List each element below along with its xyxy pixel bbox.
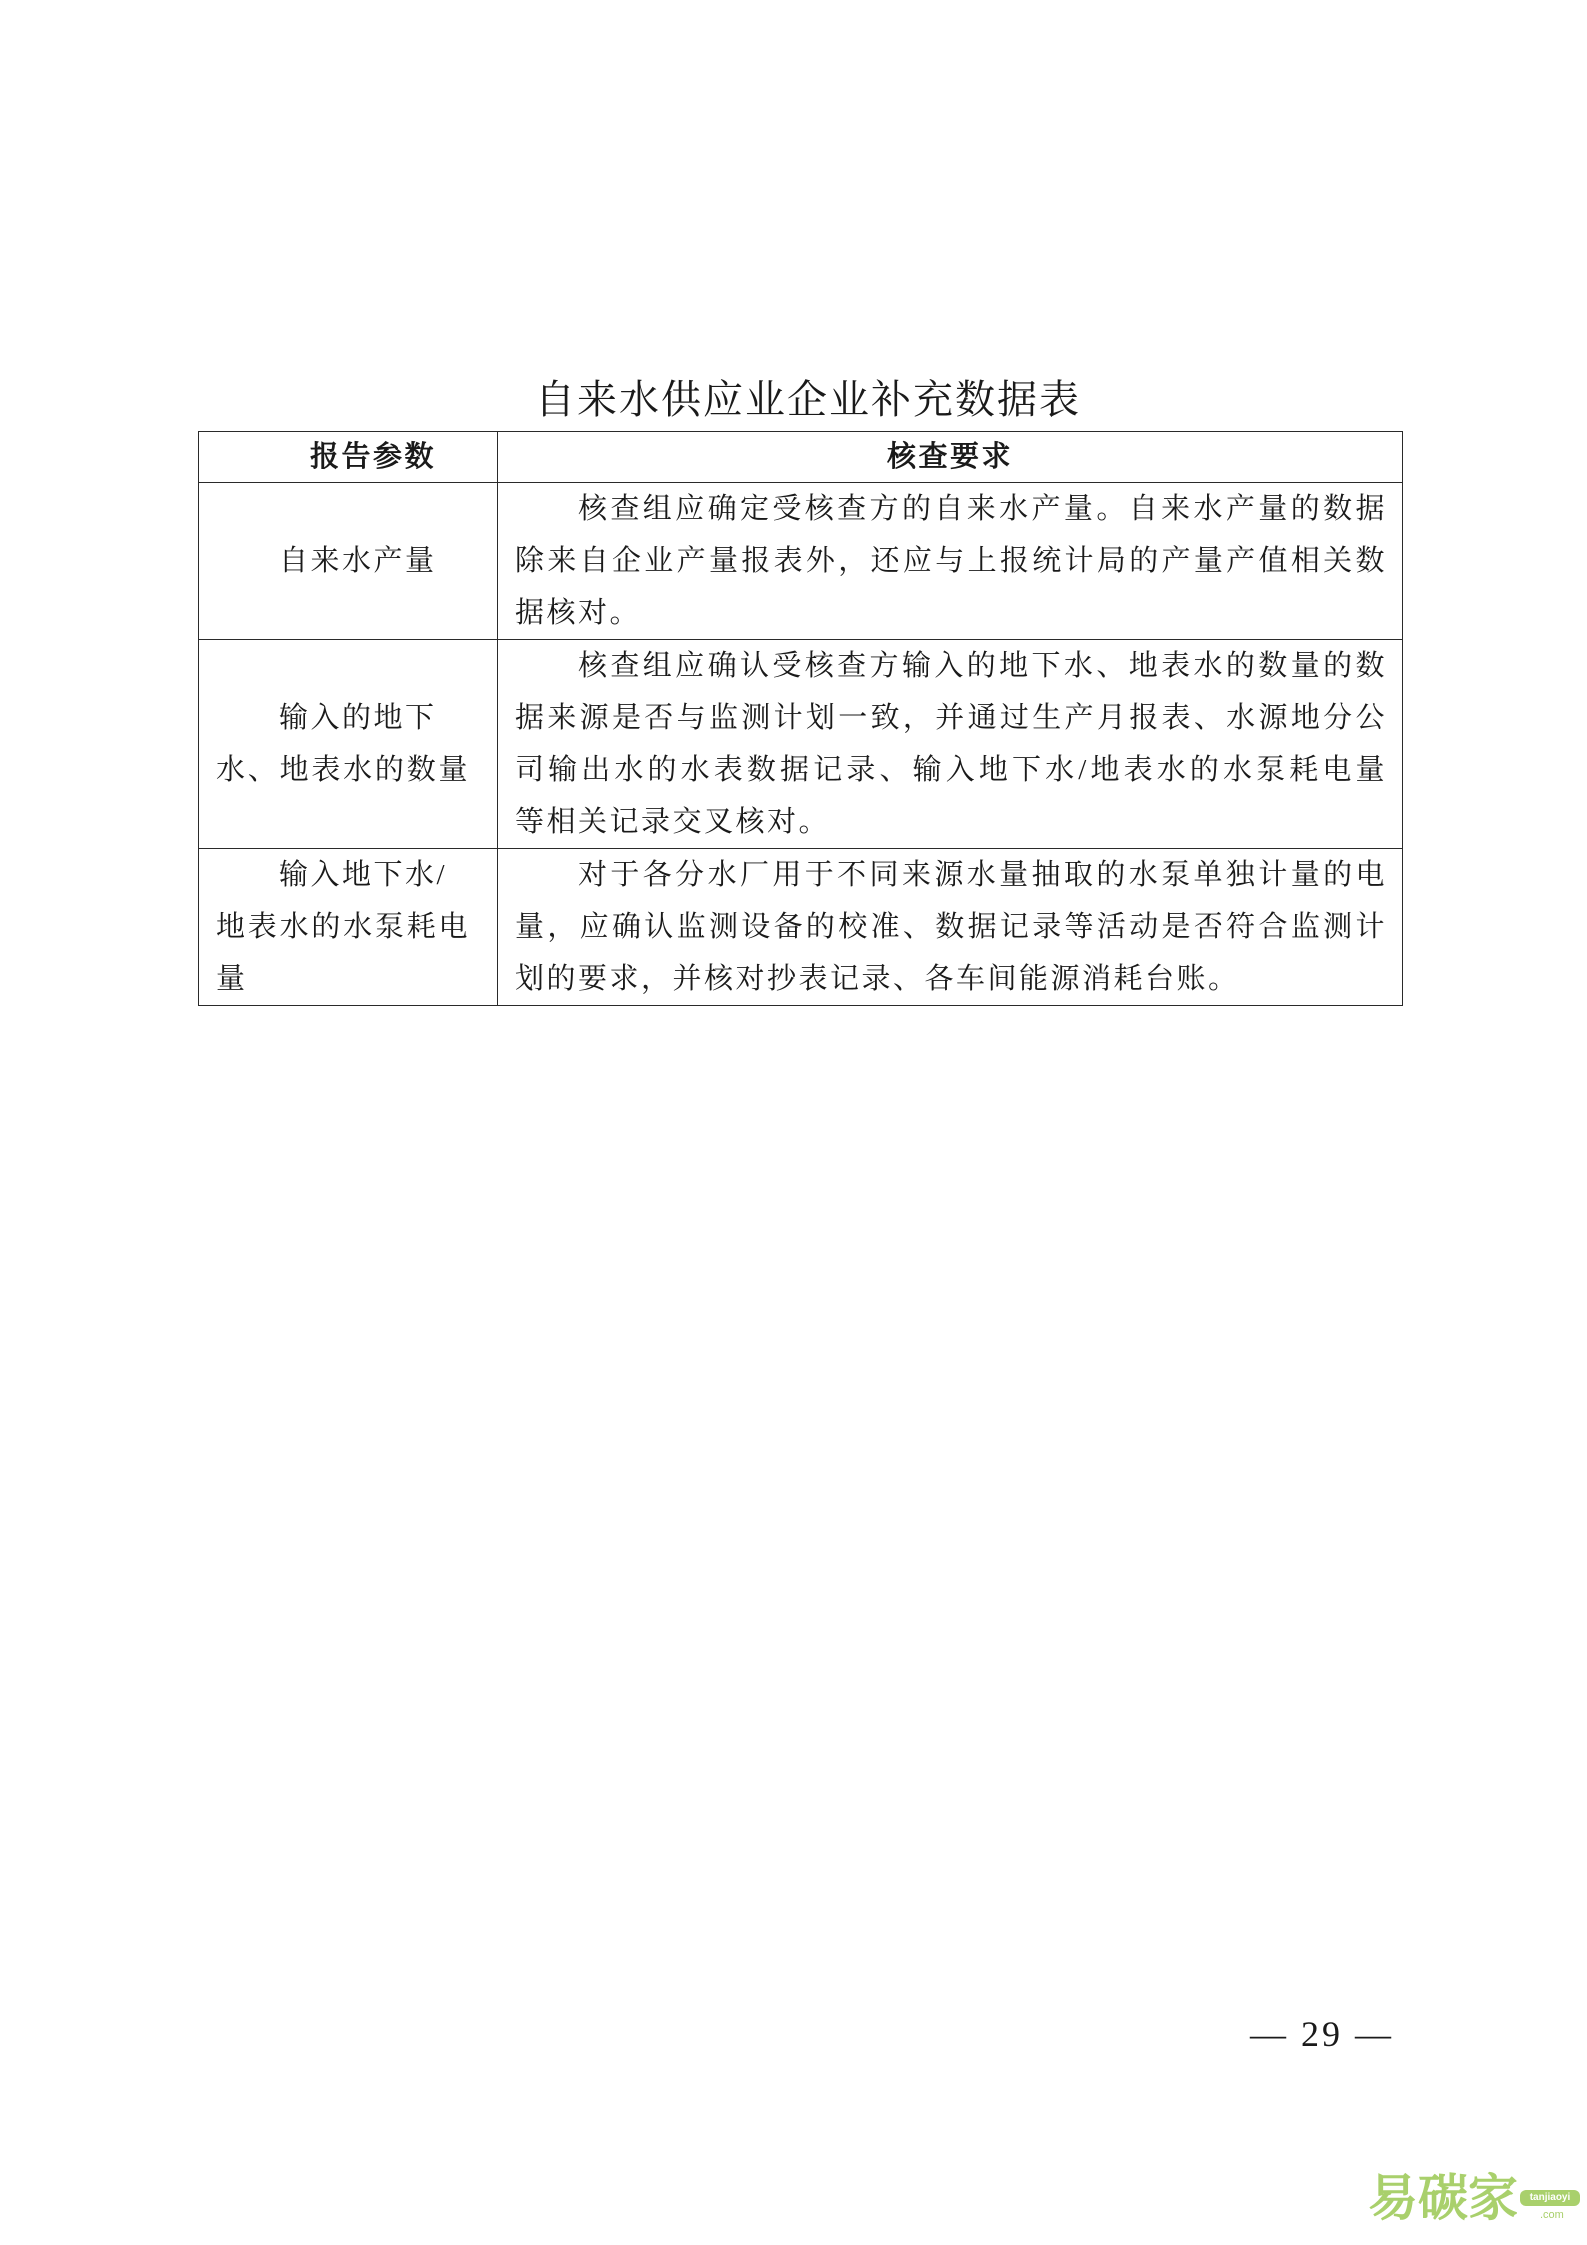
watermark-badge: tanjiaoyi — [1520, 2190, 1580, 2206]
parameter-line: 地表水的水泵耗电 — [216, 911, 470, 943]
requirement-line: 核查组应确定受核查方的自来水产量。自来水产量的数据 — [578, 493, 1387, 525]
header-parameter: 报告参数 — [199, 432, 498, 483]
parameter-cell — [199, 640, 498, 849]
watermark-logo — [1368, 2160, 1582, 2240]
watermark-domain: .com — [1540, 2209, 1564, 2221]
requirement-line: 等相关记录交叉核对。 — [515, 806, 831, 838]
watermark-logo-text: 易碳家 — [1368, 2169, 1518, 2227]
parameter-line: 自来水产量 — [279, 545, 437, 577]
requirement-cell — [498, 849, 1403, 1006]
requirement-line: 量，应确认监测设备的校准、数据记录等活动是否符合监测计 — [515, 911, 1387, 943]
requirement-line: 核查组应确认受核查方输入的地下水、地表水的数量的数 — [578, 650, 1387, 682]
parameter-cell — [199, 849, 498, 1006]
page-title: 自来水供应业企业补充数据表 — [535, 377, 1081, 422]
supplementary-data-table — [198, 431, 1403, 1006]
requirement-line: 对于各分水厂用于不同来源水量抽取的水泵单独计量的电 — [578, 859, 1387, 891]
requirement-line: 划的要求，并核对抄表记录、各车间能源消耗台账。 — [515, 963, 1240, 995]
parameter-line: 输入的地下 — [279, 702, 437, 734]
requirement-cell — [498, 483, 1403, 640]
page-number: — 29 — — [1250, 2014, 1394, 2054]
parameter-line: 输入地下水/ — [279, 859, 448, 891]
requirement-line: 司输出水的水表数据记录、输入地下水/地表水的水泵耗电量 — [515, 754, 1387, 786]
table-row — [199, 483, 1403, 640]
table-row — [199, 640, 1403, 849]
requirement-cell — [498, 640, 1403, 849]
table-header-row — [199, 432, 1403, 483]
requirement-line: 据核对。 — [515, 597, 642, 629]
parameter-cell — [199, 483, 498, 640]
parameter-line: 量 — [216, 963, 248, 995]
requirement-line: 据来源是否与监测计划一致，并通过生产月报表、水源地分公 — [515, 702, 1387, 734]
requirement-line: 除来自企业产量报表外，还应与上报统计局的产量产值相关数 — [515, 545, 1387, 577]
parameter-line: 水、地表水的数量 — [216, 754, 470, 786]
table-row — [199, 849, 1403, 1006]
header-requirement: 核查要求 — [498, 432, 1403, 483]
